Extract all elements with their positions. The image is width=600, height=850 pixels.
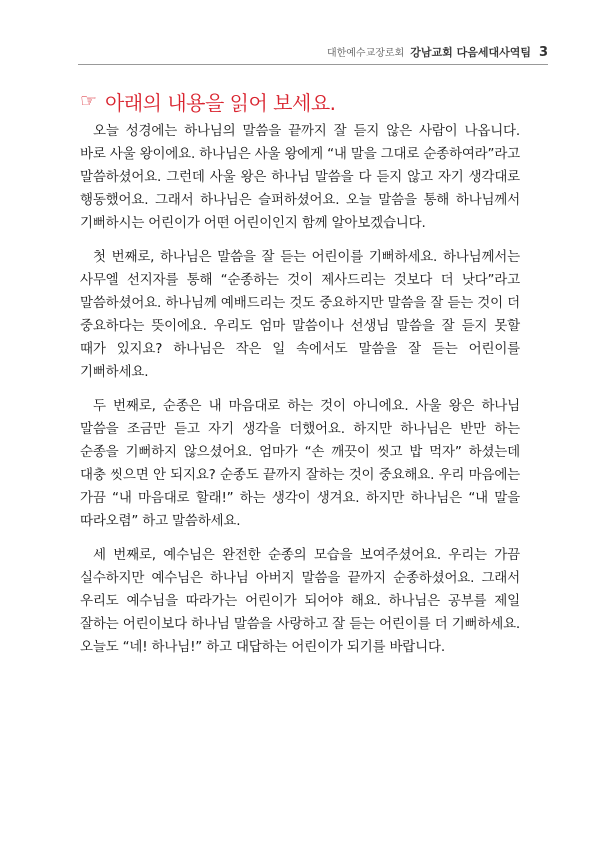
header-divider	[78, 64, 548, 65]
paragraph-third-point: 세 번째로, 예수님은 완전한 순종의 모습을 보여주셨어요. 우리는 가끔 실수하지만 예수님은 하나님 아버지 말씀을 끝까지 순종하셨어요. 그래서 우리도 예수님을 따라가는 어린이가 되어야 해요. 하나님은 공부를 제일 잘하는 어린이보다 하나님 말씀을 사랑하고 잘 듣는 어린이를 더 기뻐하세요. 오늘도 “네! 하나님!” 하고 대답하는 어린이가 되기를 바랍니다.	[80, 547, 520, 655]
body-text	[80, 120, 520, 670]
section-title-text: 아래의 내용을 읽어 보세요.	[105, 91, 336, 115]
pointing-hand-icon: ☞	[80, 90, 98, 112]
paragraph-first-point: 첫 번째로, 하나님은 말씀을 잘 듣는 어린이를 기뻐하세요. 하나님께서는 사무엘 선지자를 통해 “순종하는 것이 제사드리는 것보다 더 낫다”라고 말씀하셨어요. 하나님께 예배드리는 것도 중요하지만 말씀을 잘 듣는 것이 더 중요하다는 뜻이에요. 우리도 엄마 말씀이나 선생님 말씀을 잘 듣지 못할 때가 있지요? 하나님은 작은 일 속에서도 말씀을 잘 듣는 어린이를 기뻐하세요.	[80, 249, 520, 380]
paragraph-intro: 오늘 성경에는 하나님의 말씀을 끝까지 잘 듣지 않은 사람이 나옵니다. 바로 사울 왕이에요. 하나님은 사울 왕에게 “내 말을 그대로 순종하여라”라고 말씀하셨어요. 그런데 사울 왕은 하나님 말씀을 다 듣지 않고 자기 생각대로 행동했어요. 그래서 하나님은 슬퍼하셨어요. 오늘 말씀을 통해 하나님께서 기뻐하시는 어린이가 어떤 어린이인지 함께 알아보겠습니다.	[80, 123, 520, 231]
running-header	[327, 44, 548, 60]
page-number: 3	[538, 45, 548, 60]
section-title	[80, 87, 336, 116]
paragraph-second-point: 두 번째로, 순종은 내 마음대로 하는 것이 아니에요. 사울 왕은 하나님 말씀을 조금만 듣고 자기 생각을 더했어요. 하지만 하나님은 반만 하는 순종을 기뻐하지 않으셨어요. 엄마가 “손 깨끗이 씻고 밥 먹자” 하셨는데 대충 씻으면 안 되지요? 순종도 끝까지 잘하는 것이 중요해요. 우리 마음에는 가끔 “내 마음대로 할래!” 하는 생각이 생겨요. 하지만 하나님은 “내 말을 따라오렴” 하고 말씀하세요.	[80, 398, 520, 529]
organization-name: 대한예수교장로회	[326, 48, 405, 59]
team-name: 강남교회 다음세대사역팀	[410, 46, 531, 59]
